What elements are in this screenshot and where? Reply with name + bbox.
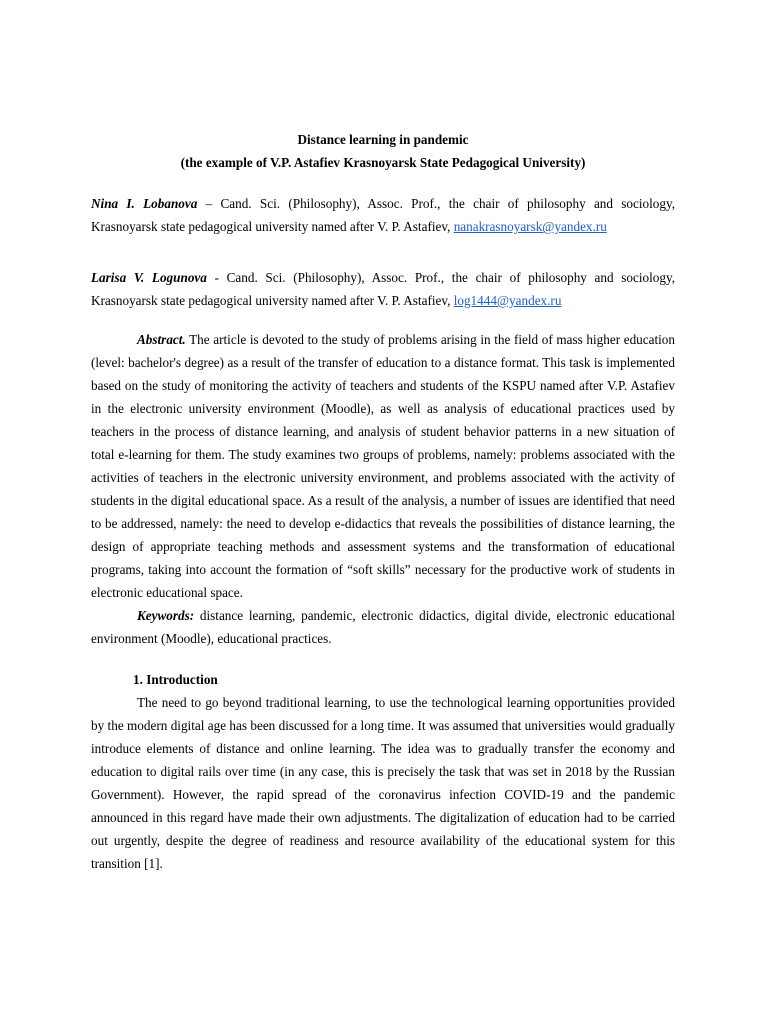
introduction-paragraph: The need to go beyond traditional learning, to use the technological learning opportunities provided by the modern digital age has been discussed for a long time. It was assumed that universities would gradually introduce elements of distance and online learning. The idea was to gradually transfer the economy and education to digital rails over time (in any case, this is precisely the task that was set in 2018 by the Russian Government). However, the rapid spread of the coronavirus infection COVID-19 and the pandemic announced in this regard have made their own adjustments. The digitalization of education had to be carried out urgently, despite the degree of readiness and resource availability of the educational system for this transition [1]. [91,695,675,871]
author-1-affiliation: Cand. Sci. (Philosophy), Assoc. Prof., the chair of philosophy and sociology, Krasnoyarsk state pedagogical university named after V. P. Astafiev, [91,196,675,234]
keywords-label: Keywords: [137,608,195,623]
keywords-text: distance learning, pandemic, electronic didactics, digital divide, electronic educational environment (Moodle), educational practices. [91,608,675,646]
author-2-separator: - [206,270,227,285]
author-2-affiliation: Cand. Sci. (Philosophy), Assoc. Prof., the chair of philosophy and sociology, Krasnoyarsk state pedagogical university named after V. P. Astafiev, [91,270,675,308]
abstract-text: The article is devoted to the study of problems arising in the field of mass higher education (level: bachelor's degree) as a result of the transfer of education to a distance format. This task is implemented based on the study of monitoring the activity of teachers and students of the KSPU named after V.P. Astafiev in the electronic university environment (Moodle), as well as analysis of educational practices used by teachers in the process of distance learning, and analysis of student behavior patterns in a new situation of total e-learning for them. The study examines two groups of problems, namely: problems associated with the activities of teachers in the electronic university environment, and problems associated with the activity of students in the digital educational space. As a result of the analysis, a number of issues are identified that need to be addressed, namely: the need to develop e-didactics that reveals the possibilities of distance learning, the design of appropriate teaching methods and assessment systems and the transformation of educational programs, taking into account the formation of “soft skills” necessary for the productive work of students in electronic educational space. [91,332,675,600]
author-2-name: Larisa V. Logunova [91,270,207,285]
keywords-paragraph [91,604,675,650]
document-page [91,128,675,875]
author-1-separator: – [197,196,221,211]
section-heading-introduction: 1. Introduction [133,672,218,687]
author-1-email-link[interactable]: nanakrasnoyarsk@yandex.ru [453,219,607,234]
author-2 [91,266,675,312]
abstract-paragraph [91,328,675,604]
author-1-name: Nina I. Lobanova [91,196,198,211]
author-2-email-link[interactable]: log1444@yandex.ru [453,293,562,308]
abstract-label: Abstract. [137,332,186,347]
paper-subtitle: (the example of V.P. Astafiev Krasnoyarsk State Pedagogical University) [180,155,586,170]
paper-title: Distance learning in pandemic [297,132,469,147]
author-1 [91,192,675,238]
